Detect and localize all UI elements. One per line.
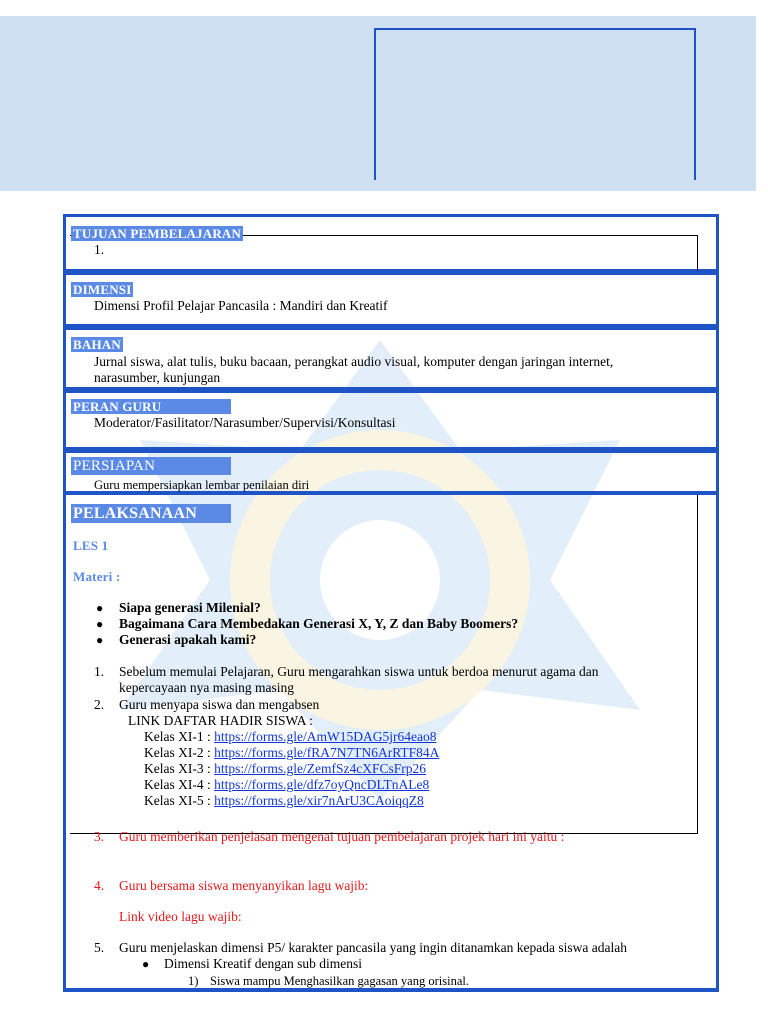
kelas-xi-3-row [144,761,426,777]
kelas-xi-5-row [144,793,424,809]
bahan-header: BAHAN [73,337,121,352]
step-3-number: 3. [94,829,105,844]
kelas-xi-5-link[interactable]: https://forms.gle/xir7nArU3CAoiqqZ8 [214,793,424,808]
kelas-label: Kelas XI-5 : [144,793,215,808]
materi-bullet-3: Generasi apakah kami? [119,632,257,647]
inner-table-right [697,235,698,271]
section-dimensi [63,272,719,327]
kelas-label: Kelas XI-3 : [144,761,215,776]
tujuan-item-number: 1. [94,242,105,257]
kelas-label: Kelas XI-1 : [144,729,215,744]
step-4-text: Guru bersama siswa menyanyikan lagu wajib: [119,878,369,893]
step-4-number: 4. [94,878,105,893]
materi-bullet-2: Bagaimana Cara Membedakan Generasi X, Y, Z dan Baby Boomers? [119,616,519,631]
step-2-number: 2. [94,697,105,712]
section-persiapan [63,450,719,494]
bullet-dot: ● [96,617,104,631]
pelaksanaan-header: PELAKSANAAN [71,504,231,523]
step-1-line-2: kepercayaan nya masing masing [119,680,295,695]
kelas-xi-4-row [144,777,429,793]
step-2-text: Guru menyapa siswa dan mengabsen [119,697,320,712]
step-3-text: Guru memberikan penjelasan mengenai tujuan pembelajaran projek hari ini yaitu : [119,829,565,844]
bullet-dot: ● [96,601,104,615]
section-bahan [63,327,719,390]
section-tujuan [63,214,719,272]
materi-label: Materi : [73,569,121,584]
kelas-xi-1-row [144,729,436,745]
step-5-text: Guru menjelaskan dimensi P5/ karakter pancasila yang ingin ditanamkan kepada siswa adalah [119,940,627,955]
header-logo-box [374,28,696,180]
section-peran-guru [63,390,719,450]
step-1-line-1: Sebelum memulai Pelajaran, Guru mengarahkan siswa untuk berdoa menurut agama dan [119,664,599,679]
section-pelaksanaan [63,492,719,992]
step-5-sub-text: Siswa mampu Menghasilkan gagasan yang orisinal. [210,974,469,988]
step-5-bullet: Dimensi Kreatif dengan sub dimensi [164,956,362,971]
kelas-xi-3-link[interactable]: https://forms.gle/ZemfSz4cXFCsFrp26 [214,761,426,776]
step-4-link-label: Link video lagu wajib: [119,909,242,924]
kelas-xi-4-link[interactable]: https://forms.gle/dfz7oyQncDLTnALe8 [214,777,430,792]
bahan-line-2: narasumber, kunjungan [94,370,221,385]
bahan-line-1: Jurnal siswa, alat tulis, buku bacaan, perangkat audio visual, komputer dengan jaringan internet, [94,354,614,369]
les-label: LES 1 [73,538,109,553]
kelas-xi-1-link[interactable]: https://forms.gle/AmW15DAG5jr64eao8 [214,729,437,744]
kelas-label: Kelas XI-2 : [144,745,215,760]
kelas-label: Kelas XI-4 : [144,777,215,792]
step-5-number: 5. [94,940,105,955]
dimensi-text: Dimensi Profil Pelajar Pancasila : Mandiri dan Kreatif [94,298,388,313]
bullet-dot: ● [142,957,150,971]
materi-bullet-1: Siapa generasi Milenial? [119,600,261,615]
persiapan-header: PERSIAPAN [71,457,231,475]
peran-guru-header: PERAN GURU [71,399,231,414]
step-5-sub-number: 1) [188,974,199,988]
link-daftar-hadir-title: LINK DAFTAR HADIR SISWA : [128,713,313,728]
step-1-number: 1. [94,664,105,679]
inner-table-right-lower [697,495,698,833]
tujuan-header: TUJUAN PEMBELAJARAN [73,226,242,241]
kelas-xi-2-row [144,745,439,761]
bullet-dot: ● [96,633,104,647]
persiapan-text: Guru mempersiapkan lembar penilaian diri [94,478,310,492]
kelas-xi-2-link[interactable]: https://forms.gle/fRA7N7TN6ArRTF84A [214,745,440,760]
dimensi-header: DIMENSI [73,282,132,297]
peran-guru-text: Moderator/Fasilitator/Narasumber/Supervisi/Konsultasi [94,415,396,430]
